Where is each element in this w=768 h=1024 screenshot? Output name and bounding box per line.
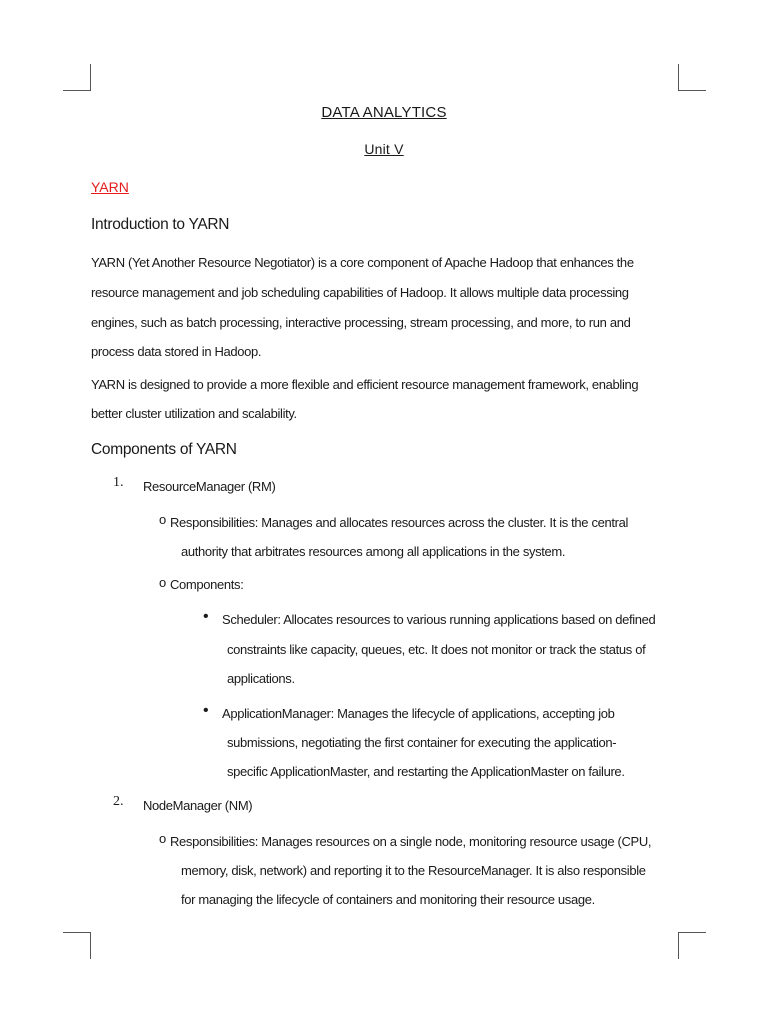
crop-mark-top-left-horizontal [63,90,91,91]
bullet-line: ApplicationManager: Manages the lifecycle of applications, accepting job [222,706,615,721]
intro-heading: Introduction to YARN [91,216,230,233]
components-heading: Components of YARN [91,441,237,458]
intro-para2-line: better cluster utilization and scalability. [91,406,297,421]
circle-bullet-marker: o [159,575,167,590]
responsibility-line: Responsibilities: Manages resources on a single node, monitoring resource usage (CPU, [170,834,652,849]
components-label: Components: [170,577,244,592]
list-number: 2. [113,794,124,809]
responsibility-line: memory, disk, network) and reporting it to the ResourceManager. It is also responsible [181,863,646,878]
bullet-line: Scheduler: Allocates resources to various running applications based on defined [222,612,656,627]
bullet-marker: • [203,608,209,625]
list-number: 1. [113,475,124,490]
unit-label: Unit V [364,141,404,157]
responsibility-line: Responsibilities: Manages and allocates resources across the cluster. It is the central [170,515,629,530]
list-item-title: NodeManager (NM) [143,798,253,813]
crop-mark-top-left-vertical [90,64,91,91]
bullet-line: specific ApplicationMaster, and restarting the ApplicationMaster on failure. [227,764,625,779]
bullet-line: submissions, negotiating the first container for executing the application- [227,735,617,750]
responsibility-line: authority that arbitrates resources among all applications in the system. [181,544,566,559]
document-title: DATA ANALYTICS [321,104,447,121]
crop-mark-top-right-vertical [678,64,679,91]
crop-mark-top-right-horizontal [678,90,706,91]
circle-bullet-marker: o [159,831,167,846]
bullet-line: constraints like capacity, queues, etc. It does not monitor or track the status of [227,642,646,657]
circle-bullet-marker: o [159,512,167,527]
bullet-line: applications. [227,671,295,686]
section-tag-yarn: YARN [91,179,129,195]
intro-para1-line: engines, such as batch processing, interactive processing, stream processing, and more, to run and [91,315,631,330]
crop-mark-bottom-right-vertical [678,932,679,959]
intro-para1-line: resource management and job scheduling capabilities of Hadoop. It allows multiple data processing [91,285,629,300]
responsibility-line: for managing the lifecycle of containers and monitoring their resource usage. [181,892,595,907]
intro-para1-line: process data stored in Hadoop. [91,344,262,359]
bullet-marker: • [203,702,209,719]
list-item-title: ResourceManager (RM) [143,479,276,494]
intro-para2-line: YARN is designed to provide a more flexible and efficient resource management framework, enabling [91,377,639,392]
intro-para1-line: YARN (Yet Another Resource Negotiator) is a core component of Apache Hadoop that enhances the [91,255,634,270]
crop-mark-bottom-left-vertical [90,932,91,959]
crop-mark-bottom-right-horizontal [678,932,706,933]
crop-mark-bottom-left-horizontal [63,932,91,933]
